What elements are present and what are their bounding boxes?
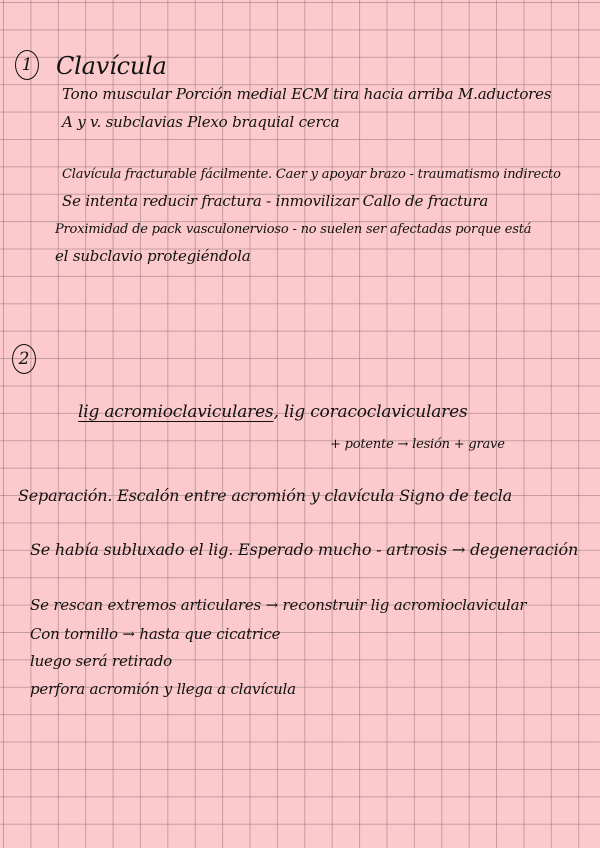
section-2-heading-underlined: lig acromioclaviculares: [78, 402, 274, 422]
section-1-line-1: Tono muscular Porción medial ECM tira hacia arriba M.aductores: [62, 85, 552, 103]
section-2-line-2: Se había subluxado el lig. Esperado mucho - artrosis → degeneración: [30, 540, 579, 559]
section-2-line-6: perfora acromión y llega a clavícula: [30, 680, 296, 698]
section-2-line-5: luego será retirado: [30, 652, 173, 670]
section-2-number: 2: [12, 344, 36, 374]
section-2-subnote: + potente → lesión + grave: [330, 437, 505, 452]
section-1-line-2: A y v. subclavias Plexo braquial cerca: [62, 113, 340, 131]
section-2-line-3: Se rescan extremos articulares → reconstruir lig acromioclavicular: [30, 596, 527, 614]
section-2-heading-rest: , lig coracoclaviculares: [273, 402, 468, 422]
section-1-title: Clavícula: [56, 52, 167, 80]
section-1-line-5: Proximidad de pack vasculonervioso - no suelen ser afectadas porque está: [55, 222, 532, 237]
section-1-number: 1: [15, 50, 39, 80]
section-2-line-4: Con tornillo → hasta que cicatrice: [30, 625, 281, 643]
section-1-line-4: Se intenta reducir fractura - inmovilizar Callo de fractura: [62, 192, 489, 210]
section-1-line-3: Clavícula fracturable fácilmente. Caer y apoyar brazo - traumatismo indirecto: [62, 167, 561, 182]
section-2-heading: [78, 403, 468, 421]
section-2-line-1: Separación. Escalón entre acromión y clavícula Signo de tecla: [18, 486, 512, 505]
section-1-line-6: el subclavio protegiéndola: [55, 247, 251, 265]
